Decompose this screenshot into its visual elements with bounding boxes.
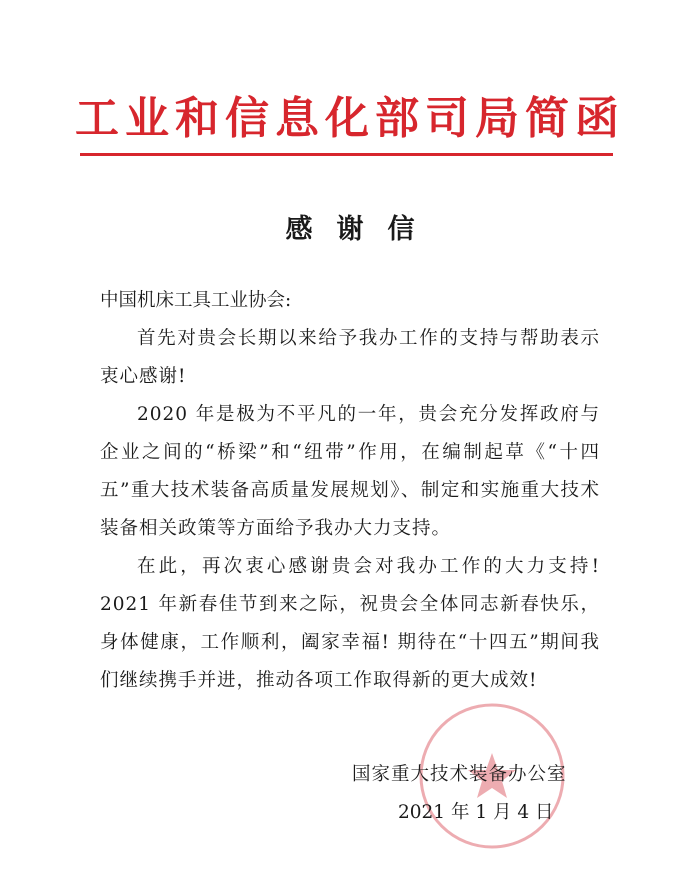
- letterhead-title: 工业和信息化部司局简函: [75, 93, 625, 144]
- letter-body: [100, 282, 600, 700]
- paragraph: 首先对贵会长期以来给予我办工作的支持与帮助表示衷心感谢!: [100, 328, 600, 387]
- signature-date: 2021 年 1 月 4 日: [398, 802, 554, 823]
- signature-organization: 国家重大技术装备办公室: [352, 764, 567, 785]
- paragraph: 在此，再次衷心感谢贵会对我办工作的大力支持! 2021 年新春佳节到来之际，祝贵会全体同志新春快乐，身体健康，工作顺利，阖家幸福! 期待在“十四五”期间我们继续携手并进，推动各项工作取得新的更大成效!: [100, 556, 600, 691]
- signature-block: [352, 756, 592, 832]
- salutation: 中国机床工具工业协会:: [100, 290, 292, 311]
- letter-title: 感谢信: [285, 214, 439, 245]
- letterhead-divider: [80, 153, 613, 156]
- paragraph: 2020 年是极为不平凡的一年，贵会充分发挥政府与企业之间的“桥梁”和“纽带”作用，在编制起草《“十四五”重大技术装备高质量发展规划》、制定和实施重大技术装备相关政策等方面给予我办大力支持。: [100, 404, 600, 539]
